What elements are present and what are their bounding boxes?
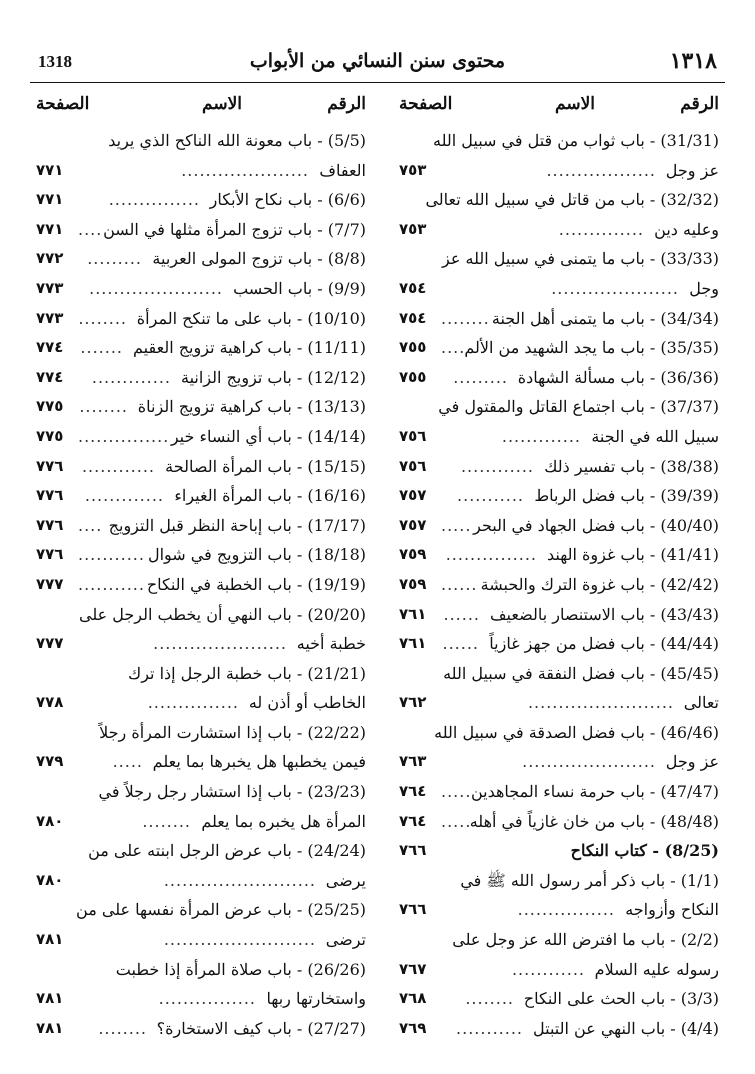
toc-page-number: ٧٧١ (36, 190, 64, 209)
toc-line (399, 185, 719, 215)
toc-entry-text: يرضى (325, 870, 366, 890)
toc-entry-text: (13/13) - باب كراهية تزويج الزناة (137, 397, 366, 417)
toc-page-number: ٧٥٤ (399, 278, 427, 297)
dot-leader: ........ (79, 397, 128, 417)
toc-line (36, 984, 366, 1014)
dot-leader: .............. (558, 219, 644, 239)
toc-line (36, 836, 366, 866)
dot-leader: ........... (457, 486, 524, 506)
page-number-latin: 1318 (38, 52, 72, 71)
header-name: الاسم (555, 94, 595, 114)
toc-page-number: ٧٥٥ (399, 367, 427, 386)
toc-entry-text: (40/40) - باب فضل الجهاد في البحر (473, 515, 719, 535)
toc-line (399, 215, 719, 245)
toc-line (36, 777, 366, 807)
toc-line (399, 629, 719, 659)
toc-page-number: ٧٦٦ (399, 841, 427, 860)
dot-leader: ......................... (163, 870, 316, 890)
toc-line (399, 363, 719, 393)
dot-leader: ...................... (522, 752, 656, 772)
toc-page-number: ٧٥٣ (399, 160, 427, 179)
toc-page-number: ٧٥٤ (399, 308, 427, 327)
toc-entry-text: (37/37) - باب اجتماع القاتل والمقتول في (438, 397, 719, 417)
toc-line (36, 333, 366, 363)
toc-line (36, 895, 366, 925)
header-page: الصفحة (399, 94, 453, 114)
toc-line (36, 955, 366, 985)
toc-entry-text: (27/27) - باب كيف الاستخارة؟ (156, 1018, 366, 1038)
dot-leader: ..................... (551, 278, 679, 298)
toc-line (36, 481, 366, 511)
toc-page-number: ٧٥٦ (399, 456, 427, 475)
toc-entry-text: (32/32) - باب من قاتل في سبيل الله تعالى (425, 190, 719, 210)
toc-entry-text: (19/19) - باب الخطبة في النكاح (146, 574, 366, 594)
toc-page-number: ٧٥٣ (399, 219, 427, 238)
toc-page-number: ٧٧٥ (36, 397, 64, 416)
toc-entry-text: (45/45) - باب فضل النفقة في سبيل الله (443, 663, 719, 683)
toc-page-number: ٧٦٧ (399, 959, 427, 978)
toc-entry-text: (12/12) - باب تزويج الزانية (181, 367, 366, 387)
toc-line (36, 215, 366, 245)
toc-entry-text: عز وجل (665, 752, 719, 772)
toc-line (399, 422, 719, 452)
toc-page-number: ٧٦٤ (399, 811, 427, 830)
toc-line (36, 807, 366, 837)
toc-entry-text: (7/7) - باب تزوج المرأة مثلها في السن (103, 219, 366, 239)
header-name: الاسم (202, 94, 242, 114)
toc-page-number: ٧٧٨ (36, 693, 64, 712)
toc-line (399, 1014, 719, 1044)
toc-line (36, 866, 366, 896)
toc-line (36, 511, 366, 541)
dot-leader: ................ (158, 989, 256, 1009)
toc-page-number: ٧٨٠ (36, 811, 64, 830)
toc-entry-text: فيمن يخطبها هل يخبرها بما يعلم (152, 752, 366, 772)
toc-entry-text: (36/36) - باب مسألة الشهادة (517, 367, 719, 387)
toc-line (399, 392, 719, 422)
toc-line (36, 747, 366, 777)
toc-entry-text: (43/43) - باب الاستنصار بالضعيف (489, 604, 719, 624)
toc-entry-text: (5/5) - باب معونة الله الناكح الذي يريد (108, 131, 366, 150)
toc-entry-text: (33/33) - باب ما يتمنى في سبيل الله عز (442, 249, 719, 269)
toc-entry-text: (31/31) - باب ثواب من قتل في سبيل الله (432, 131, 719, 150)
toc-entry-text: سبيل الله في الجنة (591, 426, 719, 446)
toc-entry-text: (47/47) - باب حرمة نساء المجاهدين (470, 782, 719, 802)
toc-line (399, 244, 719, 274)
toc-page-number: ٧٧٦ (36, 486, 64, 505)
toc-page-number: ٧٧١ (36, 160, 64, 179)
toc-entry-text: الخاطب أو أذن له (248, 693, 366, 713)
header-number: الرقم (327, 94, 366, 114)
toc-chapter-heading (399, 836, 719, 866)
toc-line (36, 925, 366, 955)
toc-line (36, 185, 366, 215)
dot-leader: ..................... (181, 160, 309, 180)
page-number-arabic: ١٣١٨ (669, 48, 717, 74)
toc-entry-text: (42/42) - باب غزوة الترك والحبشة (480, 574, 719, 594)
dot-leader: .... (78, 515, 103, 535)
dot-leader: ...................... (153, 634, 287, 654)
toc-page-number: ٧٥٩ (399, 545, 427, 564)
toc-line (36, 452, 366, 482)
toc-entry-text: (4/4) - باب النهي عن التبتل (533, 1018, 719, 1038)
toc-page-number: ٧٦٢ (399, 693, 427, 712)
toc-entry-text: (41/41) - باب غزوة الهند (547, 545, 719, 565)
toc-line (36, 363, 366, 393)
header-page: الصفحة (36, 94, 90, 114)
toc-entry-text: (11/11) - باب كراهية تزويج العقيم (133, 338, 366, 358)
dot-leader: ............. (501, 426, 581, 446)
toc-entry-text: (9/9) - باب الحسب (233, 278, 366, 298)
toc-page-number: ٧٥٩ (399, 574, 427, 593)
toc-entry-text: (48/48) - باب من خان غازياً في أهله (469, 811, 719, 831)
toc-page-number: ٧٧٦ (36, 515, 64, 534)
toc-line (399, 600, 719, 630)
dot-leader: ............... (78, 426, 170, 446)
toc-entry-text: وجل (689, 278, 719, 298)
toc-line (36, 570, 366, 600)
toc-page-number: ٧٧٤ (36, 367, 64, 386)
toc-entry-text: النكاح وأزواجه (625, 900, 719, 920)
toc-line (399, 747, 719, 777)
toc-entry-text: ترضى (325, 930, 366, 950)
toc-line (399, 511, 719, 541)
dot-leader: ........ (78, 308, 127, 328)
toc-page-number: ٧٧٣ (36, 278, 64, 297)
dot-leader: ............ (460, 456, 534, 476)
toc-page-number: ٧٨٠ (36, 870, 64, 889)
dot-leader: ..... (441, 782, 472, 802)
dot-leader: ........... (78, 574, 145, 594)
toc-entry-text: (10/10) - باب على ما تنكح المرأة (136, 308, 366, 328)
dot-leader: .... (441, 338, 466, 358)
toc-line (399, 659, 719, 689)
toc-line (36, 274, 366, 304)
toc-page-number: ٧٧٢ (36, 249, 64, 268)
toc-entry-text: واستخارتها ربها (266, 989, 366, 1009)
toc-line (36, 1014, 366, 1044)
toc-line (399, 156, 719, 186)
toc-line (399, 274, 719, 304)
dot-leader: ............... (108, 190, 200, 210)
toc-entry-text: (8/8) - باب تزوج المولى العربية (152, 249, 366, 269)
toc-page-number: ٧٦٣ (399, 752, 427, 771)
toc-entry-text: (24/24) - باب عرض الرجل ابنته على من (88, 841, 366, 861)
dot-leader: ...... (443, 604, 480, 624)
toc-page-number: ٧٦٤ (399, 782, 427, 801)
dot-leader: ........ (98, 1018, 147, 1038)
toc-entry-text: (1/1) - باب ذكر أمر رسول الله ﷺ في (460, 870, 719, 890)
toc-page-number: ٧٦٨ (399, 989, 427, 1008)
toc-line (399, 718, 719, 748)
toc-line (399, 955, 719, 985)
toc-line (399, 540, 719, 570)
dot-leader: ............ (81, 456, 155, 476)
dot-leader: ............... (147, 693, 239, 713)
toc-page-number: ٧٧١ (36, 219, 64, 238)
page-header (38, 44, 717, 80)
toc-line (36, 659, 366, 689)
toc-column-left (36, 90, 366, 1043)
column-header (36, 90, 366, 126)
toc-line (399, 333, 719, 363)
dot-leader: ........... (456, 1018, 523, 1038)
toc-line (399, 866, 719, 896)
toc-page-number: ٧٥٧ (399, 486, 427, 505)
toc-line (36, 244, 366, 274)
toc-page-number: ٧٥٧ (399, 515, 427, 534)
toc-line (36, 392, 366, 422)
dot-leader: ................ (517, 900, 615, 920)
toc-entry-text: (25/25) - باب عرض المرأة نفسها على من (76, 900, 366, 920)
toc-line (36, 718, 366, 748)
header-rule (30, 82, 725, 83)
toc-entry-text: (16/16) - باب المرأة الغيراء (174, 486, 366, 506)
toc-line (399, 126, 719, 156)
toc-entry-text: خطبة أخيه (296, 634, 366, 654)
toc-entry-text: (18/18) - باب التزويج في شوال (147, 545, 366, 565)
toc-entry-text: رسوله عليه السلام (594, 959, 719, 979)
dot-leader: ..... (441, 811, 472, 831)
toc-line (399, 688, 719, 718)
toc-page-number: ٧٦١ (399, 604, 427, 623)
toc-page-number: ٧٧٦ (36, 545, 64, 564)
dot-leader: .... (78, 219, 103, 239)
toc-entry-text: (46/46) - باب فضل الصدقة في سبيل الله (434, 722, 719, 742)
toc-line (399, 481, 719, 511)
toc-entry-text: تعالى (683, 693, 719, 713)
dot-leader: ........ (441, 308, 490, 328)
running-title: محتوى سنن النسائي من الأبواب (249, 50, 506, 72)
toc-entry-text: (39/39) - باب فضل الرباط (534, 486, 719, 506)
toc-entry-text: (20/20) - باب النهي أن يخطب الرجل على (78, 604, 366, 624)
toc-line (399, 925, 719, 955)
header-number: الرقم (680, 94, 719, 114)
dot-leader: ....... (80, 338, 123, 358)
toc-line (36, 600, 366, 630)
toc-line (399, 984, 719, 1014)
toc-entry-text: المرأة هل يخبره بما يعلم (201, 811, 366, 831)
toc-entry-text: (8/25) - كتاب النكاح (570, 841, 719, 861)
dot-leader: ............ (511, 959, 585, 979)
toc-line (399, 895, 719, 925)
dot-leader: ........ (465, 989, 514, 1009)
toc-page-number: ٧٨١ (36, 1018, 64, 1037)
toc-page-number: ٧٧٦ (36, 456, 64, 475)
toc-page-number: ٧٧٥ (36, 426, 64, 445)
toc-page-number: ٧٦٦ (399, 900, 427, 919)
toc-entry-text: (35/35) - باب ما يجد الشهيد من الألم (464, 338, 719, 358)
toc-entry-text: (2/2) - باب ما افترض الله عز وجل على (452, 930, 719, 950)
toc-entry-text: (3/3) - باب الحث على النكاح (523, 989, 719, 1009)
dot-leader: ......................... (163, 930, 316, 950)
toc-line (36, 688, 366, 718)
toc-line (36, 304, 366, 334)
dot-leader: ..... (112, 752, 143, 772)
dot-leader: ...... (441, 574, 478, 594)
toc-page-number: ٧٧٧ (36, 574, 64, 593)
toc-page-number: ٧٦٩ (399, 1018, 427, 1037)
toc-page-number: ٧٥٦ (399, 426, 427, 445)
toc-entries (399, 126, 719, 1043)
toc-entry-text: (6/6) - باب نكاح الأبكار (209, 190, 366, 210)
toc-page-number: ٧٧٤ (36, 338, 64, 357)
toc-line (399, 570, 719, 600)
toc-page-number: ٧٦١ (399, 634, 427, 653)
toc-entry-text: عز وجل (665, 160, 719, 180)
toc-entry-text: (17/17) - باب إباحة النظر قبل التزويج (108, 515, 366, 535)
dot-leader: ...................... (89, 278, 223, 298)
dot-leader: ............... (445, 545, 537, 565)
toc-line (36, 629, 366, 659)
toc-page-number: ٧٨١ (36, 930, 64, 949)
toc-column-right (399, 90, 719, 1043)
toc-page-number: ٧٧٩ (36, 752, 64, 771)
dot-leader: ............. (91, 367, 171, 387)
toc-line (36, 156, 366, 186)
dot-leader: .................. (546, 160, 656, 180)
toc-entry-text: (14/14) - باب أي النساء خير (170, 426, 366, 446)
toc-page-number: ٧٧٧ (36, 634, 64, 653)
toc-line (36, 540, 366, 570)
column-header (399, 90, 719, 126)
toc-line (399, 807, 719, 837)
toc-entry-text: (23/23) - باب إذا استشار رجل رجلاً في (98, 782, 366, 802)
toc-line (399, 304, 719, 334)
dot-leader: ........................ (527, 693, 674, 713)
toc-entry-text: (21/21) - باب خطبة الرجل إذا ترك (128, 663, 366, 683)
toc-entry-text: (44/44) - باب فضل من جهز غازياً (489, 634, 719, 654)
toc-entry-text: (38/38) - باب تفسير ذلك (544, 456, 719, 476)
toc-page-number: ٧٧٣ (36, 308, 64, 327)
toc-entry-text: (26/26) - باب صلاة المرأة إذا خطبت (115, 959, 366, 979)
dot-leader: ........ (142, 811, 191, 831)
toc-page-number: ٧٥٥ (399, 338, 427, 357)
dot-leader: ......... (453, 367, 508, 387)
toc-entry-text: وعليه دين (654, 219, 719, 239)
toc-entries (36, 126, 366, 1043)
toc-entry-text: العفاف (319, 160, 366, 180)
toc-line (399, 452, 719, 482)
dot-leader: ........... (78, 545, 145, 565)
dot-leader: ..... (441, 515, 472, 535)
dot-leader: ............. (84, 486, 164, 506)
toc-page-number: ٧٨١ (36, 989, 64, 1008)
toc-line (36, 126, 366, 156)
dot-leader: ......... (87, 249, 142, 269)
toc-line (399, 777, 719, 807)
toc-entry-text: (15/15) - باب المرأة الصالحة (165, 456, 366, 476)
toc-entry-text: (22/22) - باب إذا استشارت المرأة رجلاً (99, 722, 366, 742)
toc-line (36, 422, 366, 452)
dot-leader: ...... (442, 634, 479, 654)
toc-entry-text: (34/34) - باب ما يتمنى أهل الجنة (491, 308, 719, 328)
